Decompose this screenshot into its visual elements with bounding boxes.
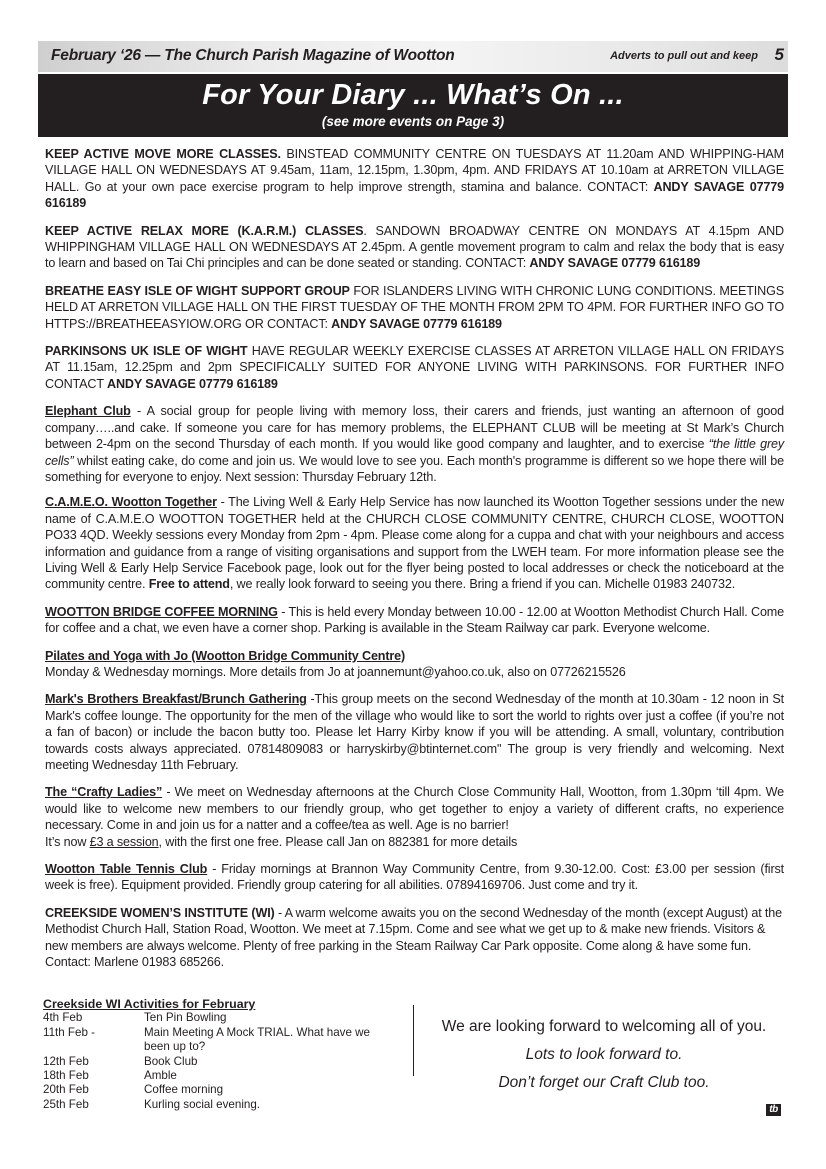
event-body: - This is held every Monday between 10.00 - 12.00 at Wootton Methodist Church Hall. Come for coffee and a chat, we even have a corner shop. Parking is available in the Steam Railway car park. Everyone welcome. (45, 604, 784, 636)
activity-date: 12th Feb (43, 1054, 89, 1068)
event-body-continued: , we really look forward to seeing you there. Bring a friend if you can. Michelle 01983 240732. (229, 577, 736, 592)
running-header (38, 41, 788, 72)
event-body: -This group meets on the second Wednesday of the month at 10.30am - 12 noon in St Mark's coffee lounge. The opportunity for the men of the village who would like to sort the world to rights over just a coffee (if you’re not a fan of bacon) or include the bacon butty too. Please let Harry Kirby know if you will be attending. A small, voluntary, contribution towards costs always appreciated. 07814809083 or harryskirby@btinternet.com" The group is very friendly and welcoming. Next meeting Wednesday 11th February. (45, 692, 784, 772)
event-creekside-wi (45, 905, 784, 971)
wi-activities (43, 997, 403, 1112)
event-title: Wootton Table Tennis Club (45, 862, 208, 877)
event-body: - We meet on Wednesday afternoons at the Church Close Community Hall, Wootton, from 1.30pm ‘till 4pm. We would like to welcome new members to our friendly group, who get together to enjoy a variety of different crafts, no experience necessary. Come in and join us for a natter and a coffee/tea as well. Age is no barrier! (45, 785, 784, 833)
event-contact: ANDY SAVAGE 07779 616189 (529, 256, 701, 271)
event-crafty-ladies (45, 784, 784, 850)
diary-banner (38, 74, 788, 137)
closing-line-2: Lots to look forward to. (525, 1046, 683, 1063)
event-title: KEEP ACTIVE MOVE MORE CLASSES. (45, 147, 281, 161)
publisher-logo-icon: tb (766, 1104, 781, 1116)
activity-date: 25th Feb (43, 1097, 89, 1111)
event-body: - A warm welcome awaits you on the second Wednesday of the month (except August) at the Methodist Church Hall, Station Road, Wootton. We meet at 7.15pm. Come and see what we get up to & make new friends. Visitors & new members are always welcome. Plenty of free parking in the Steam Railway Car Park opposite. Come along & have some fun. Contact: Marlene 01983 685266. (45, 905, 782, 970)
activity-date: 20th Feb (43, 1083, 89, 1097)
activity-name: Coffee morning (144, 1083, 224, 1097)
event-contact: ANDY SAVAGE 07779 616189 (45, 179, 784, 211)
activity-date: 18th Feb (43, 1069, 89, 1083)
activity-name: Kurling social evening. (144, 1097, 261, 1111)
event-body: - A social group for people living with memory loss, their carers and friends, just wanting an afternoon of good company…..and cake. If someone you care for has memory problems, the ELEPHANT CLUB will be meeting at St Mark’s Church between 2-4pm on the second Thursday of each month. If you would like good company and laughter, and to exercise (45, 404, 784, 452)
activity-date: 4th Feb (43, 1011, 83, 1025)
activities-heading: Creekside WI Activities for February (43, 997, 256, 1011)
event-body: - Friday mornings at Brannon Way Community Centre, from 9.30-12.00. Cost: £3.00 per session (first week is free). Equipment provided. Friendly group catering for all abilities. 07894169706. Just come and try it. (45, 862, 784, 893)
event-marks-brothers (45, 691, 784, 773)
activity-name: Book Club (144, 1054, 198, 1068)
activity-name: Main Meeting A Mock TRIAL. What have we been up to? (144, 1025, 370, 1054)
event-title: KEEP ACTIVE RELAX MORE (K.A.R.M.) CLASSES (45, 223, 364, 238)
event-title: The “Crafty Ladies” (45, 785, 163, 800)
event-body: . SANDOWN BROADWAY CENTRE ON MONDAYS AT 4.15pm AND WHIPPINGHAM VILLAGE HALL ON WEDNESDAYS AT 2.45pm. A gentle movement program to calm and relax the body that is easy to learn and based on Tai Chi principles and can be done seated or standing. CONTACT: (45, 223, 784, 271)
event-cameo (45, 494, 784, 592)
event-price-pre: It’s now (45, 834, 90, 849)
event-body: BINSTEAD COMMUNITY CENTRE ON TUESDAYS AT 11.20am AND WHIPPING-HAM VILLAGE HALL ON WEDNESDAYS AT 9.45am, 11am, 12.15pm, 1.30pm, 4pm. AND FRIDAYS AT 10.10am at ARRETON VILLAGE HALL. Go at your own pace exercise program to help improve strength, stamina and balance. CONTACT: (45, 147, 784, 194)
event-body: - The Living Well & Early Help Service has now launched its Wootton Together sessions under the new name of C.A.M.E.O WOOTTON TOGETHER held at the CHURCH CLOSE COMMUNITY CENTRE, CHURCH CLOSE, WOOTTON PO33 4QD. Weekly sessions every Monday from 2pm - 4pm. Please come along for a cuppa and chat with your neighbours and access information and guidance from a range of visiting organisations and support from the LWEH team. For more information please see the Living Well & Early Help Service Facebook page, look out for the flyer being posted to local addresses or check the noticeboard at the community centre. (45, 495, 784, 592)
event-title: Elephant Club (45, 404, 131, 419)
activity-row (43, 1055, 403, 1069)
closing-line-1: We are looking forward to welcoming all of you. (441, 1018, 767, 1035)
activity-name: Amble (144, 1069, 177, 1083)
closing-line-3: Don’t forget our Craft Club too. (498, 1074, 710, 1091)
event-title: CREEKSIDE WOMEN’S INSTITUTE (WI) (45, 905, 275, 920)
event-price: £3 a session (89, 834, 159, 849)
activity-row (43, 1083, 403, 1097)
magazine-title: February ‘26 — The Church Parish Magazine of Wootton (51, 47, 455, 64)
event-title: WOOTTON BRIDGE COFFEE MORNING (45, 604, 278, 619)
activity-date: 11th Feb - (43, 1025, 95, 1039)
event-contact: ANDY SAVAGE 07779 616189 (107, 376, 278, 391)
event-elephant-club (45, 403, 784, 485)
event-body: Monday & Wednesday mornings. More details from Jo at joannemunt@yahoo.co.uk, also on 07726215526 (45, 664, 626, 679)
event-table-tennis (45, 861, 784, 894)
event-quote: “the little grey cells” (45, 437, 784, 468)
events-list (45, 146, 784, 970)
event-contact: ANDY SAVAGE 07779 616189 (331, 316, 502, 331)
banner-title: For Your Diary ... What’s On ... (202, 79, 624, 111)
event-title: Mark's Brothers Breakfast/Brunch Gathering (45, 692, 307, 707)
event-keep-active (45, 146, 784, 212)
event-title: PARKINSONS UK ISLE OF WIGHT (45, 344, 248, 359)
section-note: Adverts to pull out and keep (610, 50, 758, 62)
banner-subtitle: (see more events on Page 3) (321, 114, 505, 129)
event-parkinsons (45, 343, 784, 392)
event-pilates (45, 648, 784, 681)
event-body: FOR ISLANDERS LIVING WITH CHRONIC LUNG CONDITIONS. MEETINGS HELD AT ARRETON VILLAGE HALL ON THE FIRST TUESDAY OF THE MONTH FROM 2PM TO 4PM. FOR FURTHER INFO GO TO HTTPS://BREATHEEASYIOW.ORG OR CONTACT: (45, 283, 784, 331)
activity-row (43, 1098, 403, 1112)
column-divider (413, 1005, 414, 1076)
event-body: HAVE REGULAR WEEKLY EXERCISE CLASSES AT ARRETON VILLAGE HALL ON FRIDAYS AT 11.15am, 12.25pm and 2pm SPECIFICALLY SUITED FOR ANYONE LIVING WITH PARKINSONS. FOR FURTHER INFO CONTACT (45, 344, 784, 391)
event-body-continued: whilst eating cake, do come and join us. We would love to see you. Each month's programme is different so we hope there will be something for everyone to enjoy. Next session: Thursday February 12th. (45, 453, 784, 484)
closing-message (420, 1018, 788, 1092)
activity-row (43, 1011, 403, 1025)
event-title: BREATHE EASY ISLE OF WIGHT SUPPORT GROUP (45, 283, 350, 298)
event-breathe-easy (45, 283, 784, 332)
page-number: 5 (774, 45, 784, 64)
event-karm (45, 223, 784, 272)
event-price-post: , with the first one free. Please call Jan on 882381 for more details (158, 834, 518, 849)
event-title: Pilates and Yoga with Jo (Wootton Bridge Community Centre) (45, 648, 406, 663)
activity-row (43, 1026, 403, 1055)
event-title: C.A.M.E.O. Wootton Together (45, 495, 217, 510)
free-to-attend: Free to attend (148, 577, 230, 592)
activity-name: Ten Pin Bowling (144, 1011, 227, 1025)
event-coffee-morning (45, 604, 784, 637)
activity-row (43, 1069, 403, 1083)
